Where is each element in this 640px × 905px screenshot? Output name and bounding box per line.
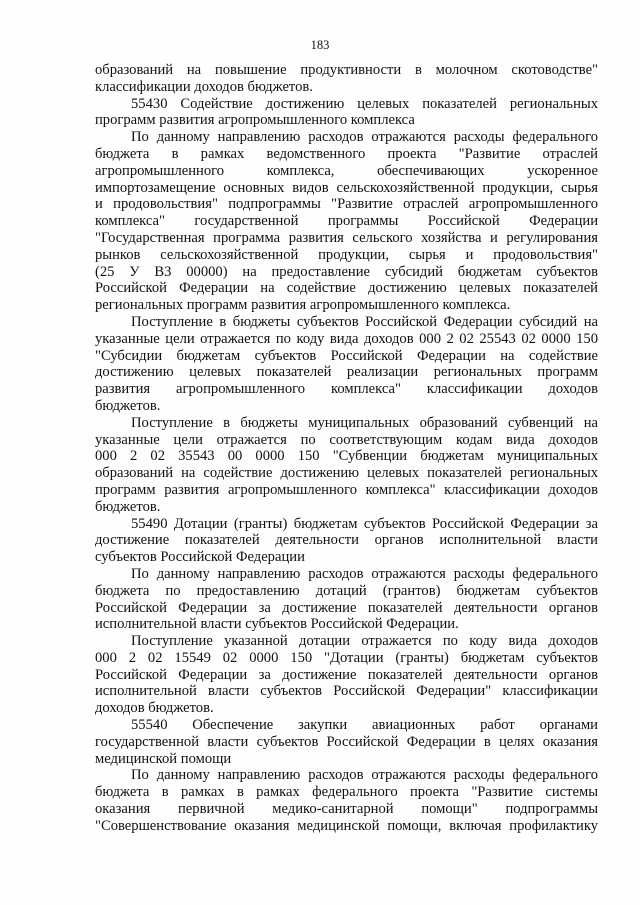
text-line: субъектов Российской Федерации [95,549,305,566]
text-line: Российской Федерации за достижение показателей деятельности органов [95,599,598,616]
text-line: импортозамещение основных видов сельскохозяйственной продукции, сырья [95,179,598,196]
text-line: указанные цели отражается по соответствующим кодам вида доходов [95,431,598,448]
text-line: оказания первичной медико-санитарной помощи" подпрограммы [95,801,598,818]
text-line: "Совершенствование оказания медицинской помощи, включая профилактику [95,817,598,834]
page-number: 183 [310,38,330,52]
text-line: 55430 Содействие достижению целевых показателей региональных [131,95,598,112]
text-line: бюджета в рамках в рамках федерального проекта "Развитие системы [95,784,598,801]
text-line: региональных программ развития агропромышленного комплекса. [95,297,511,314]
text-line: развития агропромышленного комплекса" классификации доходов [95,381,598,398]
text-line: государственной власти субъектов Российской Федерации в целях оказания [95,733,598,750]
text-line: образований на содействие достижению целевых показателей региональных [95,465,598,482]
text-line: программ развития агропромышленного комплекса" классификации доходов [95,481,598,498]
text-line: "Субсидии бюджетам субъектов Российской Федерации на содействие [95,347,598,364]
text-line: и продовольствия" подпрограммы "Развитие отраслей агропромышленного [95,196,598,213]
text-line: классификации доходов бюджетов. [95,78,313,95]
text-line: 000 2 02 15549 02 0000 150 "Дотации (гранты) бюджетам субъектов [95,649,598,666]
text-line: По данному направлению расходов отражаются расходы федерального [131,767,598,784]
text-line: указанные цели отражается по коду вида доходов 000 2 02 25543 02 0000 150 [95,330,598,347]
text-line: Российской Федерации за достижение показателей деятельности органов [95,666,598,683]
text-line: образований на повышение продуктивности в молочном скотоводстве" [95,62,598,78]
text-line: бюджетов. [95,397,161,414]
text-line: комплекса" государственной программы Российской Федерации [95,213,598,230]
text-line: бюджета по предоставлению дотаций (грантов) бюджетам субъектов [95,582,598,599]
text-line: 000 2 02 35543 00 0000 150 "Субвенции бюджетам муниципальных [95,448,598,465]
text-line: рынков сельскохозяйственной продукции, сырья и продовольствия" [95,246,598,263]
text-line: исполнительной власти субъектов Российской Федерации. [95,616,459,633]
text-line: Поступление в бюджеты субъектов Российской Федерации субсидий на [131,313,598,330]
text-line: 55540 Обеспечение закупки авиационных работ органами [131,717,598,734]
text-line: (25 У В3 00000) на предоставление субсидий бюджетам субъектов [95,263,598,280]
text-line: доходов бюджетов. [95,700,214,717]
text-line: 55490 Дотации (гранты) бюджетам субъектов Российской Федерации за [131,515,598,532]
text-line: медицинской помощи [95,750,232,767]
text-line: бюджетов. [95,498,161,515]
text-line: "Государственная программа развития сельского хозяйства и регулирования [95,229,598,246]
text-line: Поступление указанной дотации отражается по коду вида доходов [131,633,598,650]
text-line: достижение показателей деятельности органов исполнительной власти [95,532,598,549]
text-line: Российской Федерации на содействие достижению целевых показателей [95,280,598,297]
text-line: По данному направлению расходов отражаются расходы федерального [131,129,598,146]
text-line: программ развития агропромышленного комплекса [95,112,415,129]
text-line: достижению целевых показателей реализации региональных программ [95,364,598,381]
text-line: Поступление в бюджеты муниципальных образований субвенций на [131,414,598,431]
text-line: бюджета в рамках ведомственного проекта "Развитие отраслей [95,145,598,162]
document-body-text [95,62,598,835]
text-line: агропромышленного комплекса, обеспечивающих ускоренное [95,162,598,179]
text-line: По данному направлению расходов отражаются расходы федерального [131,565,598,582]
text-line: исполнительной власти субъектов Российской Федерации" классификации [95,683,598,700]
